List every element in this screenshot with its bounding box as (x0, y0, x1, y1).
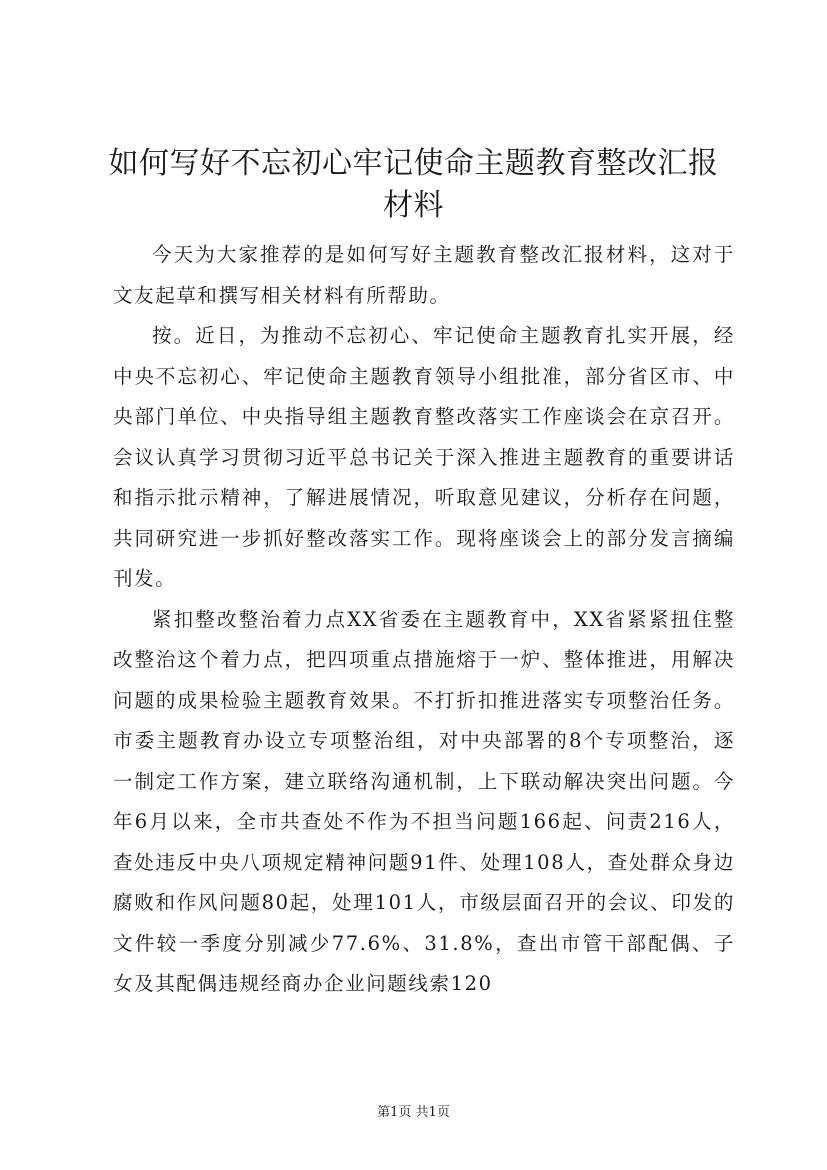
paragraph-main: 紧扣整改整治着力点XX省委在主题教育中，XX省紧紧扭住整改整治这个着力点，把四项重点措施熔于一炉、整体推进，用解决问题的成果检验主题教育效果。不打折扣推进落实专项整治任务。市委主题教育办设立专项整治组，对中央部署的8个专项整治，逐一制定工作方案，建立联络沟通机制，上下联动解决突出问题。今年6月以来，全市共查处不作为不担当问题166起、问责216人，查处违反中央八项规定精神问题91件、处理108人，查处群众身边腐败和作风问题80起，处理101人，市级层面召开的会议、印发的文件较一季度分别减少77.6%、31.8%，查出市管干部配偶、子女及其配偶违规经商办企业问题线索120 (113, 607, 735, 995)
title-line-2: 材料 (383, 188, 444, 223)
document-body (113, 235, 735, 1005)
paragraph-intro: 今天为大家推荐的是如何写好主题教育整改汇报材料，这对于文友起草和撰写相关材料有所帮助。 (113, 243, 735, 307)
document-title (100, 143, 727, 227)
page-footer: 第1页 共1页 (377, 1105, 450, 1120)
paragraph-note: 按。近日，为推动不忘初心、牢记使命主题教育扎实开展，经中央不忘初心、牢记使命主题教育领导小组批准，部分省区市、中央部门单位、中央指导组主题教育整改落实工作座谈会在京召开。会议认真学习贯彻习近平总书记关于深入推进主题教育的重要讲话和指示批示精神，了解进展情况，听取意见建议，分析存在问题，共同研究进一步抓好整改落实工作。现将座谈会上的部分发言摘编刊发。 (113, 324, 735, 590)
title-line-1: 如何写好不忘初心牢记使命主题教育整改汇报 (108, 146, 719, 181)
